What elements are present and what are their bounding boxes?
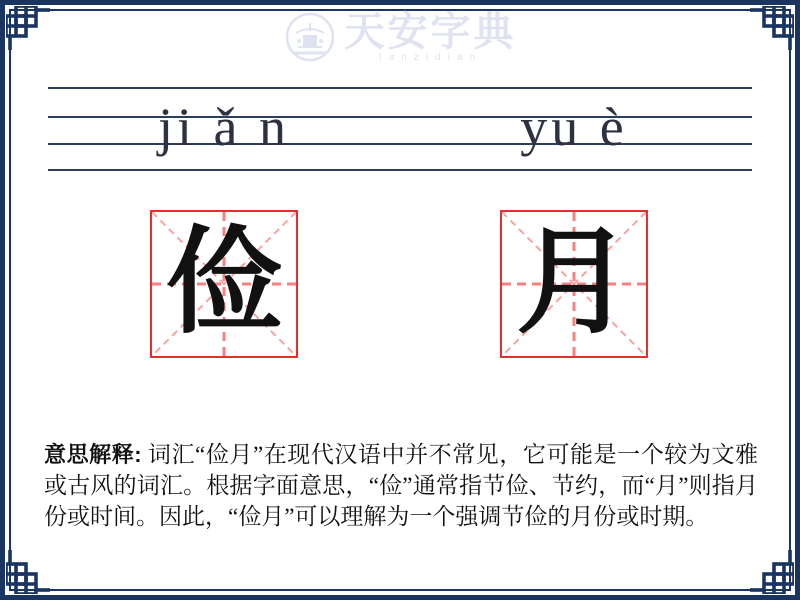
hanzi-box-1: [150, 210, 298, 358]
definition-label: 意思解释:: [44, 442, 142, 467]
site-title: 天安字典: [344, 9, 517, 54]
hanzi-char-2: 月: [516, 220, 632, 348]
corner-ornament-bottom-left: [6, 550, 50, 594]
site-subtitle: tanzidian: [378, 52, 483, 63]
definition-paragraph: [44, 439, 758, 532]
fret-knot-icon: [750, 550, 794, 594]
ruled-line-4: [48, 169, 752, 171]
pinyin-word-2: yu è: [520, 97, 628, 157]
fret-knot-icon: [6, 550, 50, 594]
pinyin-word-1: ji ǎ n: [158, 97, 290, 157]
logo-seal-icon: [284, 11, 336, 63]
hanzi-char-1: 俭: [166, 220, 282, 348]
logo-text-block: [345, 10, 517, 63]
ruled-line-1: [48, 87, 752, 89]
hanzi-box-2: [500, 210, 648, 358]
site-logo[interactable]: [0, 10, 800, 63]
definition-text: 词汇“俭月”在现代汉语中并不常见，它可能是一个较为文雅或古风的词汇。根据字面意思，“俭”通常指节俭、节约，而“月”则指月份或时间。因此，“俭月”可以理解为一个强调节俭的月份或时期。: [44, 442, 759, 529]
corner-ornament-bottom-right: [750, 550, 794, 594]
